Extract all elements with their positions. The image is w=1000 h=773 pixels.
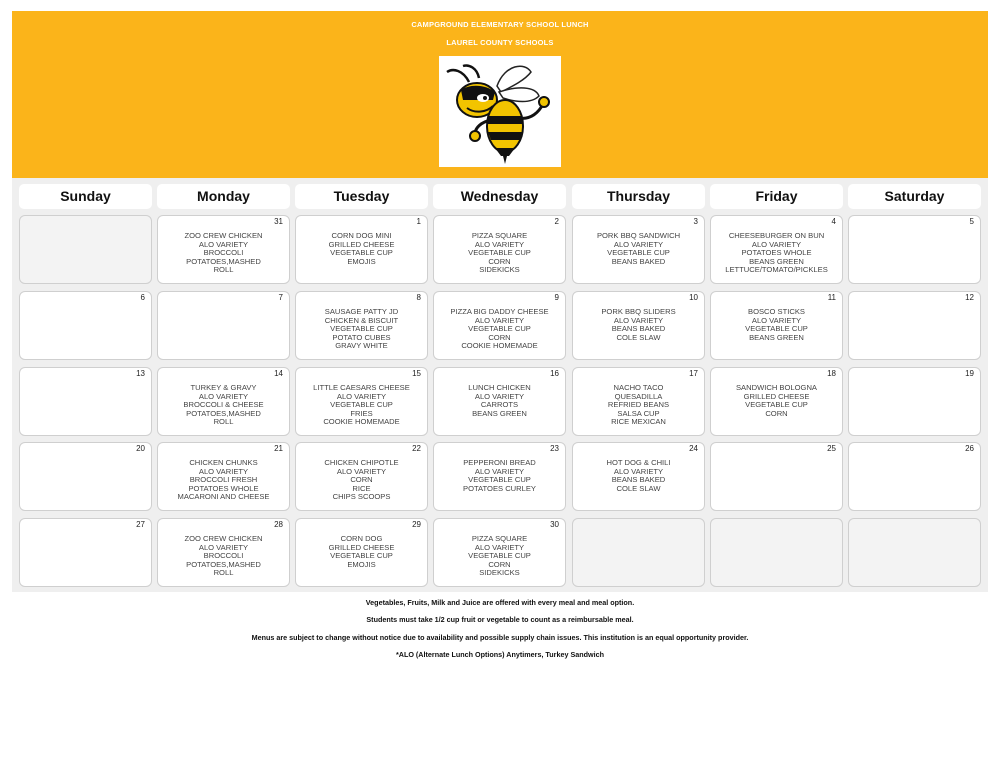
- day-cell: [19, 291, 152, 360]
- day-cell: [433, 291, 566, 360]
- menu-item: GRILLED CHEESE: [328, 542, 395, 552]
- menu-item: PORK BBQ SLIDERS: [601, 307, 676, 316]
- menu-item: BROCCOLI: [203, 551, 244, 561]
- menu-item: PIZZA BIG DADDY CHEESE: [450, 307, 549, 316]
- menu-item: POTATOES,MASHED: [186, 559, 261, 569]
- day-cell: [157, 291, 290, 360]
- menu-item: BEANS GREEN: [749, 332, 804, 342]
- day-cell: [19, 518, 152, 587]
- menu-item: VEGETABLE CUP: [330, 248, 393, 258]
- footer-notes: [0, 597, 1000, 666]
- day-number: 7: [278, 293, 283, 302]
- day-number: 18: [827, 369, 836, 378]
- day-number: 30: [550, 520, 559, 529]
- day-number: 27: [136, 520, 145, 529]
- day-number: 16: [550, 369, 559, 378]
- menu-item: VEGETABLE CUP: [745, 324, 808, 334]
- day-number: 3: [693, 217, 698, 226]
- menu-items: [434, 384, 565, 418]
- day-cell: [19, 442, 152, 511]
- menu-item: ROLL: [213, 568, 234, 578]
- menu-item: CORN: [488, 332, 511, 342]
- menu-item: VEGETABLE CUP: [468, 551, 531, 561]
- day-cell: [848, 518, 981, 587]
- note-disclaimer: Menus are subject to change without notice due to availability and possible supply chain issues. This institution is an equal opportunity provider.: [251, 632, 749, 642]
- day-cell: [848, 215, 981, 284]
- menu-item: BEANS GREEN: [472, 408, 527, 418]
- menu-item: PORK BBQ SANDWICH: [596, 231, 681, 240]
- menu-item: LITTLE CAESARS CHEESE: [313, 383, 410, 392]
- day-cell: [433, 518, 566, 587]
- day-cell: [295, 518, 428, 587]
- day-cell: [572, 291, 705, 360]
- menu-items: [573, 232, 704, 266]
- menu-item: VEGETABLE CUP: [468, 324, 531, 334]
- menu-item: ALO VARIETY: [474, 542, 525, 552]
- day-cell: [157, 367, 290, 436]
- menu-items: [296, 308, 427, 351]
- day-number: 22: [412, 444, 421, 453]
- day-cell: [710, 215, 843, 284]
- day-cell: [572, 215, 705, 284]
- menu-item: VEGETABLE CUP: [607, 248, 670, 258]
- menu-items: [573, 384, 704, 427]
- menu-item: CORN: [488, 559, 511, 569]
- menu-item: RICE MEXICAN: [611, 417, 666, 427]
- day-number: 2: [554, 217, 559, 226]
- day-number: 20: [136, 444, 145, 453]
- day-number: 11: [827, 293, 836, 302]
- day-cell: [433, 367, 566, 436]
- menu-item: BROCCOLI FRESH: [189, 475, 258, 485]
- menu-items: [434, 308, 565, 351]
- menu-item: COOKIE HOMEMADE: [461, 341, 538, 351]
- menu-item: MACARONI AND CHEESE: [177, 492, 270, 502]
- menu-item: BOSCO STICKS: [748, 307, 805, 316]
- menu-item: BROCCOLI & CHEESE: [183, 400, 264, 410]
- header-banner: [12, 11, 988, 178]
- day-number: 14: [274, 369, 283, 378]
- day-number: 25: [827, 444, 836, 453]
- day-cell: [295, 367, 428, 436]
- menu-item: SIDEKICKS: [479, 568, 520, 578]
- calendar-grid: [12, 178, 988, 592]
- menu-items: [296, 384, 427, 427]
- menu-item: QUESADILLA: [614, 391, 663, 401]
- menu-item: SANDWICH BOLOGNA: [735, 383, 817, 392]
- menu-item: ALO VARIETY: [613, 239, 664, 249]
- menu-item: POTATOES,MASHED: [186, 408, 261, 418]
- day-number: 31: [274, 217, 283, 226]
- day-number: 12: [965, 293, 974, 302]
- menu-items: [434, 535, 565, 578]
- menu-item: POTATO CUBES: [332, 332, 391, 342]
- day-cell: [295, 442, 428, 511]
- day-number: 9: [554, 293, 559, 302]
- menu-item: CHICKEN & BISCUIT: [324, 315, 399, 325]
- menu-item: EMOJIS: [347, 256, 376, 266]
- menu-item: POTATOES CURLEY: [463, 483, 536, 493]
- menu-item: ALO VARIETY: [474, 315, 525, 325]
- menu-item: ALO VARIETY: [198, 466, 249, 476]
- day-number: 26: [965, 444, 974, 453]
- menu-item: PEPPERONI BREAD: [463, 458, 536, 467]
- day-cell: [848, 291, 981, 360]
- day-header-tuesday: Tuesday: [295, 184, 428, 209]
- menu-item: LUNCH CHICKEN: [468, 383, 531, 392]
- day-number: 28: [274, 520, 283, 529]
- day-cell: [157, 215, 290, 284]
- day-cell: [157, 442, 290, 511]
- menu-item: NACHO TACO: [613, 383, 664, 392]
- day-cell: [433, 442, 566, 511]
- note-offered: Vegetables, Fruits, Milk and Juice are offered with every meal and meal option.: [365, 598, 635, 607]
- menu-item: GRILLED CHEESE: [328, 239, 395, 249]
- menu-item: VEGETABLE CUP: [468, 475, 531, 485]
- menu-item: PIZZA SQUARE: [471, 534, 528, 543]
- menu-item: ALO VARIETY: [474, 239, 525, 249]
- day-number: 15: [412, 369, 421, 378]
- menu-item: PIZZA SQUARE: [471, 231, 528, 240]
- menu-item: CORN DOG MINI: [331, 231, 392, 240]
- menu-item: ALO VARIETY: [751, 315, 802, 325]
- day-number: 13: [136, 369, 145, 378]
- menu-item: VEGETABLE CUP: [330, 400, 393, 410]
- menu-item: ROLL: [213, 265, 234, 275]
- menu-items: [434, 232, 565, 275]
- day-cell: [157, 518, 290, 587]
- day-number: 5: [969, 217, 974, 226]
- menu-item: GRAVY WHITE: [335, 341, 388, 351]
- note-alo: *ALO (Alternate Lunch Options) Anytimers, Turkey Sandwich: [395, 649, 605, 659]
- hornet-mascot-icon: [439, 56, 561, 167]
- menu-item: ALO VARIETY: [613, 466, 664, 476]
- menu-item: VEGETABLE CUP: [745, 400, 808, 410]
- note-reimbursable: Students must take 1/2 cup fruit or vegetable to count as a reimbursable meal.: [366, 615, 634, 625]
- menu-item: ALO VARIETY: [474, 466, 525, 476]
- day-number: 8: [416, 293, 421, 302]
- day-cell: [572, 518, 705, 587]
- menu-item: ALO VARIETY: [198, 239, 249, 249]
- menu-item: EMOJIS: [347, 559, 376, 569]
- day-number: 23: [550, 444, 559, 453]
- menu-items: [711, 232, 842, 275]
- day-header-monday: Monday: [157, 184, 290, 209]
- menu-item: VEGETABLE CUP: [330, 551, 393, 561]
- menu-item: BEANS BAKED: [611, 256, 666, 266]
- menu-item: ALO VARIETY: [198, 391, 249, 401]
- menu-item: POTATOES WHOLE: [188, 483, 259, 493]
- day-header-sunday: Sunday: [19, 184, 152, 209]
- menu-item: ALO VARIETY: [198, 542, 249, 552]
- day-cell: [433, 215, 566, 284]
- menu-item: ALO VARIETY: [336, 391, 387, 401]
- menu-item: ROLL: [213, 417, 234, 427]
- day-cell: [295, 291, 428, 360]
- menu-item: BEANS BAKED: [611, 324, 666, 334]
- menu-items: [711, 384, 842, 418]
- day-cell: [710, 518, 843, 587]
- day-header-thursday: Thursday: [572, 184, 705, 209]
- menu-items: [296, 459, 427, 502]
- menu-items: [296, 232, 427, 266]
- menu-items: [434, 459, 565, 493]
- menu-item: CHICKEN CHUNKS: [189, 458, 258, 467]
- menu-item: COLE SLAW: [616, 332, 661, 342]
- menu-item: CHIPS SCOOPS: [332, 492, 391, 502]
- day-cell: [710, 367, 843, 436]
- menu-items: [158, 459, 289, 502]
- menu-items: [158, 535, 289, 578]
- menu-item: HOT DOG & CHILI: [606, 458, 671, 467]
- menu-item: BROCCOLI: [203, 248, 244, 258]
- menu-item: TURKEY & GRAVY: [190, 383, 257, 392]
- menu-item: CORN: [350, 475, 373, 485]
- day-number: 29: [412, 520, 421, 529]
- day-cell: [295, 215, 428, 284]
- yellow-jacket-logo: [439, 56, 561, 167]
- day-cell: [710, 442, 843, 511]
- school-title: CAMPGROUND ELEMENTARY SCHOOL LUNCH: [411, 20, 589, 29]
- menu-item: POTATOES,MASHED: [186, 256, 261, 266]
- menu-item: SAUSAGE PATTY JD: [324, 307, 399, 316]
- day-cell: [572, 367, 705, 436]
- district-title: LAUREL COUNTY SCHOOLS: [446, 38, 554, 47]
- day-number: 17: [689, 369, 698, 378]
- menu-item: ZOO CREW CHICKEN: [184, 231, 263, 240]
- menu-item: ZOO CREW CHICKEN: [184, 534, 263, 543]
- menu-item: COOKIE HOMEMADE: [323, 417, 400, 427]
- menu-item: ALO VARIETY: [474, 391, 525, 401]
- menu-item: ALO VARIETY: [613, 315, 664, 325]
- menu-item: CARROTS: [480, 400, 519, 410]
- menu-item: BEANS BAKED: [611, 475, 666, 485]
- day-number: 10: [689, 293, 698, 302]
- menu-item: REFRIED BEANS: [607, 400, 670, 410]
- menu-item: GRILLED CHEESE: [743, 391, 810, 401]
- day-cell: [19, 367, 152, 436]
- menu-item: CHICKEN CHIPOTLE: [324, 458, 399, 467]
- menu-items: [158, 232, 289, 275]
- day-header-saturday: Saturday: [848, 184, 981, 209]
- menu-item: CORN DOG: [340, 534, 383, 543]
- day-number: 4: [831, 217, 836, 226]
- menu-item: COLE SLAW: [616, 483, 661, 493]
- menu-items: [573, 308, 704, 342]
- day-number: 1: [416, 217, 421, 226]
- day-cell: [710, 291, 843, 360]
- day-header-friday: Friday: [710, 184, 843, 209]
- menu-item: RICE: [352, 483, 371, 493]
- menu-items: [296, 535, 427, 569]
- menu-item: SALSA CUP: [617, 408, 660, 418]
- menu-items: [573, 459, 704, 493]
- day-number: 21: [274, 444, 283, 453]
- menu-item: POTATOES WHOLE: [741, 248, 812, 258]
- day-cell: [848, 367, 981, 436]
- menu-items: [158, 384, 289, 427]
- menu-item: ALO VARIETY: [751, 239, 802, 249]
- menu-item: LETTUCE/TOMATO/PICKLES: [725, 265, 828, 275]
- day-cell: [572, 442, 705, 511]
- menu-item: VEGETABLE CUP: [330, 324, 393, 334]
- day-number: 6: [140, 293, 145, 302]
- day-cell: [848, 442, 981, 511]
- day-cell: [19, 215, 152, 284]
- menu-items: [711, 308, 842, 342]
- menu-item: BEANS GREEN: [749, 256, 804, 266]
- menu-item: FRIES: [350, 408, 373, 418]
- day-number: 19: [965, 369, 974, 378]
- menu-item: CHEESEBURGER ON BUN: [728, 231, 825, 240]
- menu-item: SIDEKICKS: [479, 265, 520, 275]
- day-number: 24: [689, 444, 698, 453]
- day-header-wednesday: Wednesday: [433, 184, 566, 209]
- menu-item: VEGETABLE CUP: [468, 248, 531, 258]
- menu-item: ALO VARIETY: [336, 466, 387, 476]
- menu-item: CORN: [765, 408, 788, 418]
- menu-item: CORN: [488, 256, 511, 266]
